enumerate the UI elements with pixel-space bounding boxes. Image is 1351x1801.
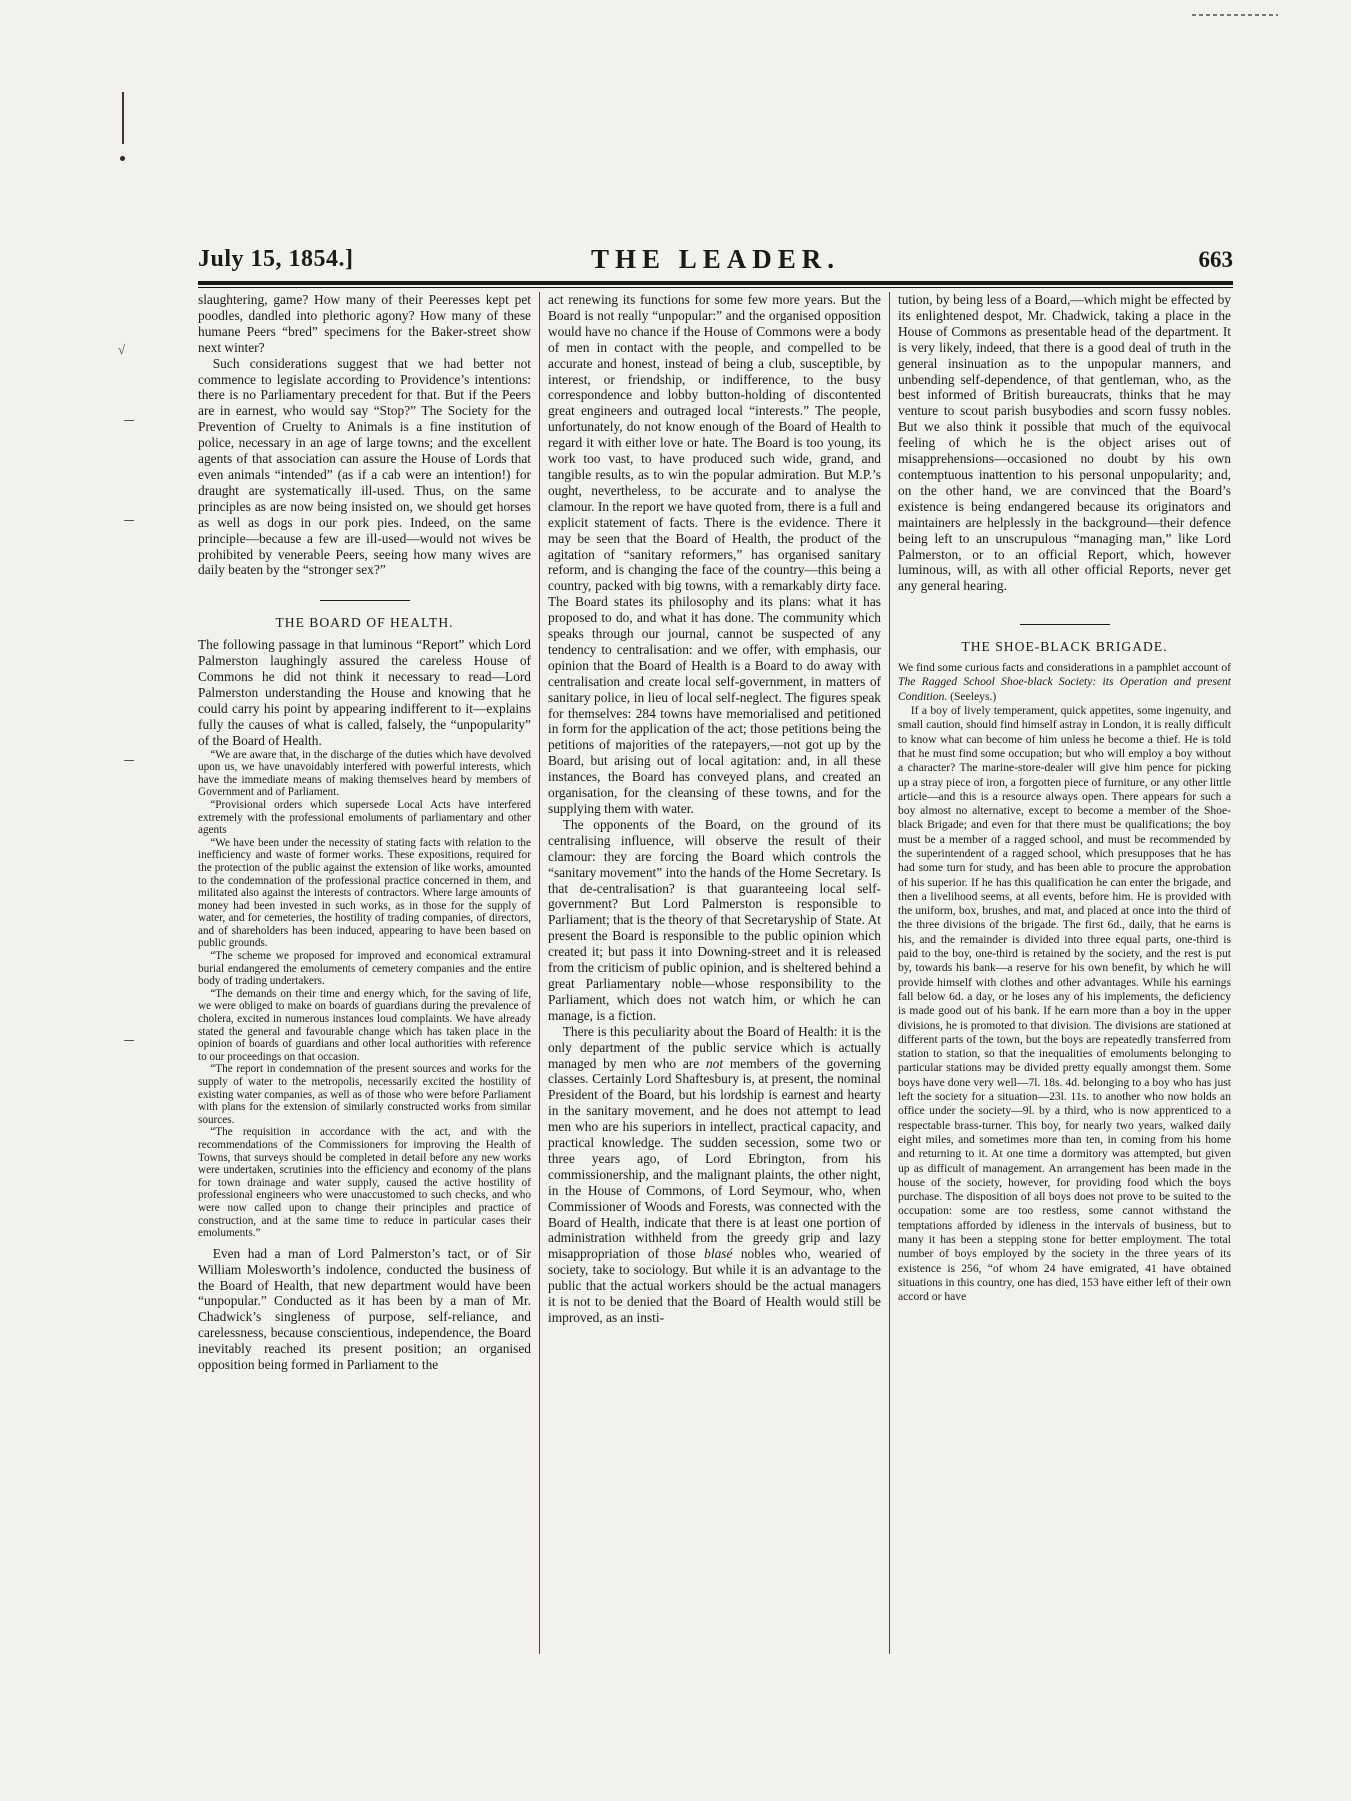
- binding-mark-tick: [124, 760, 134, 761]
- quote-paragraph: “The scheme we proposed for improved and economical extramural burial endangered the emoluments of cemetery companies and the entire body of trading undertakers.: [198, 950, 531, 988]
- section-divider: [320, 600, 410, 601]
- binding-mark-glyph: √: [118, 342, 126, 357]
- paragraph: [548, 1024, 881, 1326]
- column-1: [198, 292, 539, 1654]
- binding-mark-tick: [124, 520, 134, 521]
- quote-paragraph: “The requisition in accordance with the act, and with the recommendations of the Commissioners for improving the Health of Towns, that surveys should be completed in detail before any new works were undertaken, scrutinies into the efficiency and economy of the plans for town drainage and water supply, caused the active hostility of professional engineers who were unaccustomed to such checks, and who were now called upon to change their principles and practice of construction, and at the same time to reduce in particular cases their emoluments.”: [198, 1126, 531, 1240]
- text-run: (Seeleys.): [947, 689, 997, 703]
- paragraph: The following passage in that luminous “Report” which Lord Palmerston laughingly assured the careless House of Commons he did not think it necessary to read—Lord Palmerston understanding the House and knowing that he could carry his point by appearing indifferent to it—explains fully the causes of what is called, falsely, the “unpopularity” of the Board of Health.: [198, 637, 531, 748]
- quote-paragraph: “We are aware that, in the discharge of the duties which have devolved upon us, we have unavoidably interfered with powerful interests, which have the immediate means of making themselves heard by members of Government and of Parliament.: [198, 748, 531, 799]
- paragraph: The opponents of the Board, on the ground of its centralising influence, will observe the result of their clamour: they are forcing the Board which controls the “sanitary movement” into the hands of the Home Secretary. Is that de-centralisation? is that guaranteeing local self-government? But Lord Palmerston is responsible to Parliament; that is the theory of that Secretaryship of State. At present the Board is responsible to the public opinion which created it; but pass it into Downing-street and it is released from the criticism of public opinion, and is sheltered behind a great Parliamentary noble—whose responsibility to the Parliament, which does not watch him, or which he can manage, is a fiction.: [548, 816, 881, 1023]
- page-number: 663: [1198, 247, 1233, 272]
- scan-corner-dash: [1192, 14, 1278, 16]
- newspaper-title: THE LEADER.: [590, 244, 841, 274]
- italic-run: not: [705, 1055, 724, 1071]
- column-2: [539, 292, 889, 1654]
- article-body-small: [898, 661, 1231, 1304]
- block-quote: [198, 749, 531, 1240]
- italic-run: blasé: [704, 1246, 733, 1262]
- masthead-rule: [198, 281, 1233, 285]
- section-divider: [1020, 624, 1110, 625]
- text-run: There is this peculiarity about the Board of Health: it is the only department of the public service which is actually managed by men who are: [548, 1023, 881, 1071]
- quote-paragraph: “The report in condemnation of the present sources and works for the supply of water to the metropolis, necessarily excited the hostility of existing water companies, as well as of those who were before Parliament with plans for the extension of similarly constructed works from similar sources.: [198, 1063, 531, 1126]
- column-3: [889, 292, 1231, 1654]
- paragraph: [898, 661, 1231, 704]
- issue-date: July 15, 1854.]: [198, 246, 354, 272]
- masthead: [198, 242, 1233, 280]
- article-heading-shoe-black-brigade: THE SHOE-BLACK BRIGADE.: [961, 639, 1168, 655]
- quote-paragraph: “Provisional orders which supersede Local Acts have interfered extremely with the professional emoluments of parliamentary and other agents: [198, 798, 531, 837]
- quote-paragraph: “The demands on their time and energy which, for the saving of life, we were obliged to make on boards of guardians during the prevalence of cholera, excited in numerous instances loud complaints. We have already stated the general and favourable change which has taken place in the opinion of boards of guardians and other local authorities with reference to our proceedings on that occasion.: [198, 987, 531, 1063]
- scan-margin-marks: [0, 0, 140, 1801]
- masthead-rule-thin: [198, 287, 1233, 288]
- quote-paragraph: “We have been under the necessity of stating facts with relation to the inefficiency and waste of former works. These expositions, required for the protection of the public against the extension of like works, amounted to the condemnation of the professional practice concerned in them, and militated also against the interests of contractors. Where large amounts of money had been invested in such works, as in those for the supply of water, and for cemeteries, the hostility of trading companies, of directors, and of shareholders has been induced, appearing to have been based on public grounds.: [198, 836, 531, 950]
- paragraph: If a boy of lively temperament, quick appetites, some ingenuity, and small caution, should find himself astray in London, it is really difficult to know what can become of him unless he become a thief. He is told that he must find some occupation; but who will employ a boy without a character? The marine-store-dealer will give him pence for picking up a stray piece of iron, a forgotten piece of furniture, or any other little article—and this is a resource always open. There appears for such a boy almost no alternative, except to become a member of the Shoe-black Brigade; and even for that there must be qualifications; the boy must be a member of a ragged school, and must be recommended by the superintendent of a ragged school, which presupposes that he has had some turn for study, and has been able to procure the approbation of his superior. If he has this qualification he can enter the brigade, and then a livelihood seems, at all events, before him. He is provided with the uniform, box, brushes, and mat, and placed at once into the third of the three divisions of the brigade. The first 6d., daily, that he earns is his, and the remainder is divided into three equal parts, one-third is paid to the boy, one-third is retained by the society, and the rest is put by, towards his bank—a reserve for his own benefit, by which he will provide himself with clothes and other advantages. While his earnings fall below 6d. a day, or he loses any of his implements, the deficiency is made good out of his bank. If he earn more than a boy in the upper divisions, he is promoted to that division. The divisions are stationed at different parts of the town, but the boys are repeatedly transferred from station to station, so that the inequalities of emoluments belonging to particular stations may be divided pretty equally amongst them. Some boys have done very well—7l. 18s. 4d. belonging to a boy who has just left the society for a situation—23l. 11s. to another who now holds an office under the society—9l. by a third, who is now apprenticed to a respectable brass-turner. This boy, for nearly two years, walked daily eight miles, and sometimes more than ten, in coming from his home and returning to it. At one time a dormitory was attempted, but given up as difficult of management. An arrangement has been made in the house of the society, however, for providing food which the boys purchase. The disposition of all boys does not prove to be suited to the occupation: some are too restless, some cannot withstand the temptations afforded by idleness in the intervals of business, but to many it has been a stepping stone for better employment. The total number of boys employed by the society in the three years of its existence is 256, “of whom 24 have emigrated, 41 have obtained situations in this country, one has died, 153 have either left of their own accord or have: [898, 704, 1231, 1304]
- text-run: members of the governing classes. Certainly Lord Shaftesbury is, at present, the nominal President of the Board, but his lordship is earnest and hearty in the sanitary movement, and he does not attempt to lead men who are his superiors in intellect, practical capacity, and practical knowledge. The sudden secession, some two or three years ago, of Lord Ebrington, from his commissionership, and the malignant plaints, the other night, in the House of Commons, of Lord Seymour, who, when Commissioner of Woods and Forests, was connected with the Board of Health, indicate that there is at least one portion of administration withheld from the greedy grip and lazy misappropriation of those: [548, 1055, 881, 1262]
- paragraph: Such considerations suggest that we had better not commence to legislate according to Providence’s intentions: there is no Parliamentary precedent for that. But if the Peers are in earnest, who would say “Stop?” The Society for the Prevention of Cruelty to Animals is a fine institution of police, necessary in an age of large towns; and the excellent agents of that association can assure the House of Lords that even animals “intended” (as if a cab were an intention!) for draught are systematically ill-used. Thus, on the same principles as are now being insisted on, we should get horses as well as dogs in our pork pies. Indeed, on the same principle—because a few are ill-used—would not wives be prohibited by venerable Peers, seeing how many wives are daily beaten by the “stronger sex?”: [198, 355, 531, 578]
- binding-mark-tick: [124, 1040, 134, 1041]
- binding-mark-line: [122, 92, 124, 144]
- paragraph: Even had a man of Lord Palmerston’s tact, or of Sir William Molesworth’s indolence, conducted the business of the Board of Health, that new department would have been “unpopular.” Conducted as it has been by a man of Mr. Chadwick’s singleness of purpose, self-reliance, and carelessness, because conscientious, independence, the Board inevitably reached its present position; an organised opposition being formed in Parliament to the: [198, 1245, 531, 1373]
- binding-mark-dot: [120, 156, 125, 161]
- text-columns: [198, 292, 1233, 1654]
- pamphlet-title: The Ragged School Shoe-black Society: its Operation and present Condition.: [898, 675, 1231, 703]
- text-run: nobles who, wearied of society, take to sociology. But while it is an advantage to the public that the actual workers should be the actual managers it is not to be denied that the Board of Health would still be improved, as an insti-: [548, 1246, 881, 1325]
- text-run: We find some curious facts and considerations in a pamphlet account of: [898, 661, 1231, 675]
- paragraph: act renewing its functions for some few more years. But the Board is not really “unpopular:” and the organised opposition would have no chance if the House of Commons were a body of men in contact with the people, and compelled to be accurate and honest, instead of being a club, susceptible, by interest, or friendship, or indifference, to the busy correspondence and lobby button-holding of discontented great engineers and outraged local “interests.” The people, unfortunately, do not know enough of the Board of Health to regard it with either love or hate. The Board is too young, its work too vast, to have produced such wide, grand, and tangible results, as to win the popular admiration. But M.P.’s ought, nevertheless, to be accurate and to analyse the clamour. In the report we have quoted from, there is a full and explicit statement of facts. There is the evidence. There it may be seen that the Board of Health, the product of the agitation of “sanitary reformers,” has organised sanitary reform, and is changing the face of the country—this being a country, packed with big towns, with a remarkably dirty face. The Board states its philosophy and its plans: what it has proposed to do, and what it has done. The community which speaks through our journal, cannot be suspected of any tendency to centralisation: and we offer, with emphasis, our opinion that the Board of Health is a Board to do away with centralisation and create local self-government, in matters of sanitary police, in lieu of local self-neglect. The figures speak for themselves: 284 towns have memorialised and petitioned in form for the application of the act; those petitions being the petitions of majorities of the ratepayers,—not got up by the Board, but arising out of local agitation: and, in all these instances, the Board has conveyed plans, and created an organisation, for the cleansing of these towns, and for the supplying them with water.: [548, 292, 881, 816]
- paragraph: tution, by being less of a Board,—which might be effected by its enlightened despot, Mr. Chadwick, taking a place in the House of Commons as presentable head of the department. It is very likely, indeed, that there is a good deal of truth in the general insinuation as to the unpopular manners, and unbending self-dependence, of that gentleman, who, as the best informed of British bureaucrats, thinks that he may venture to scout parish busybodies and scorn fussy nobles. But we also think it possible that much of the equivocal feeling of which he is the object arises out of misapprehensions—occasioned no doubt by his own contemptuous inattention to his personal unpopularity; and, on the other hand, we are convinced that the Board’s existence is being endangered because its originators and maintainers are helplessly in the background—their defence being left to an unscrupulous “managing man,” like Lord Palmerston, or to an official Report, which, however luminous, will, as with all other official Reports, never get any general hearing.: [898, 292, 1231, 594]
- paragraph: slaughtering, game? How many of their Peeresses kept pet poodles, dandled into plethoric agony? How many of these humane Peers “bred” specimens for the Baker-street show next winter?: [198, 292, 531, 355]
- article-heading-board-of-health: THE BOARD OF HEALTH.: [275, 615, 454, 631]
- newspaper-page: [198, 242, 1233, 1654]
- binding-mark-tick: [124, 420, 134, 421]
